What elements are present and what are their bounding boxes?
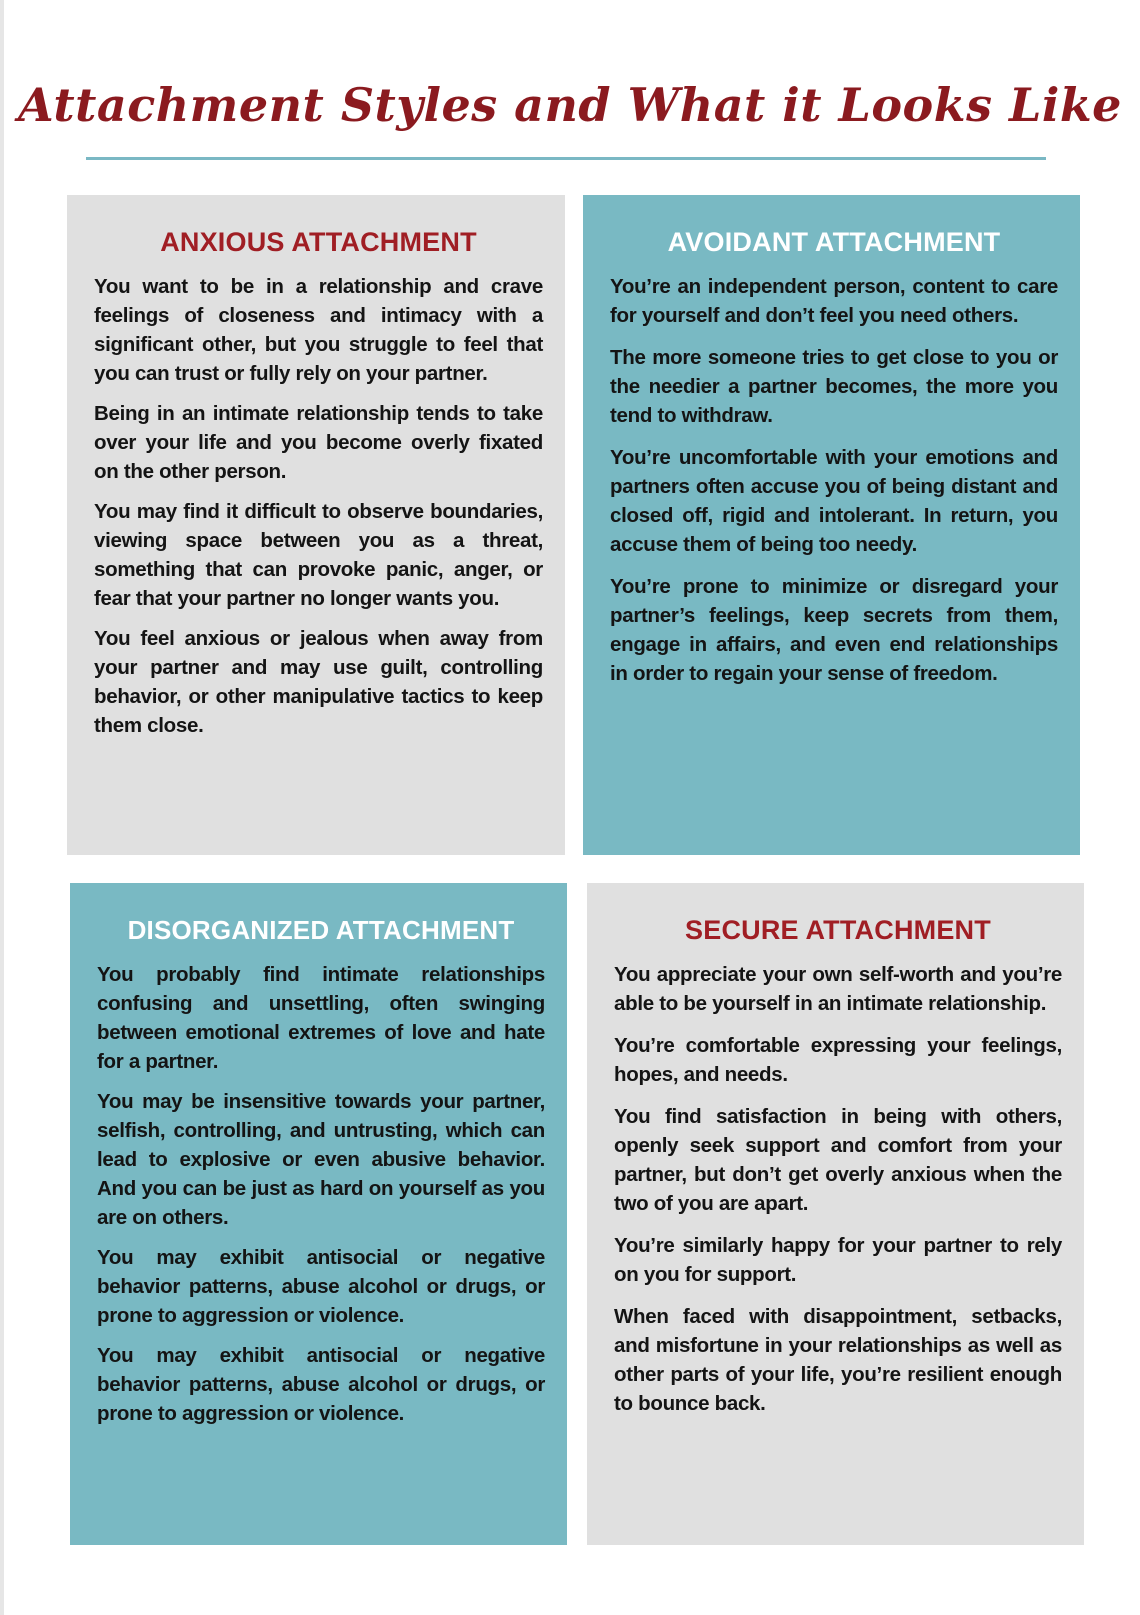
card-paragraph: When faced with disappointment, setbacks, and misfortune in your relationships as well as other parts of your life, you’re resilient enough to bounce back.	[614, 1305, 1062, 1415]
card-paragraph: You’re prone to minimize or disregard your partner’s feelings, keep secrets from them, engage in affairs, and even end relationships in order to regain your sense of freedom.	[610, 575, 1058, 685]
secure-attachment-card	[587, 883, 1084, 1545]
card-paragraph: The more someone tries to get close to you or the needier a partner becomes, the more you tend to withdraw.	[610, 346, 1058, 427]
card-paragraph: You may exhibit antisocial or negative behavior patterns, abuse alcohol or drugs, or prone to aggression or violence.	[97, 1246, 545, 1327]
card-paragraph: You find satisfaction in being with others, openly seek support and comfort from your partner, but don’t get overly anxious when the two of you are apart.	[614, 1105, 1062, 1215]
avoidant-attachment-card	[583, 195, 1080, 855]
card-paragraph: You may exhibit antisocial or negative behavior patterns, abuse alcohol or drugs, or prone to aggression or violence.	[97, 1344, 545, 1425]
card-paragraph: You appreciate your own self-worth and you’re able to be yourself in an intimate relationship.	[614, 963, 1062, 1015]
card-heading: SECURE ATTACHMENT	[685, 915, 991, 945]
title-divider	[86, 157, 1046, 160]
card-paragraph: You want to be in a relationship and crave feelings of closeness and intimacy with a significant other, but you struggle to feel that you can trust or fully rely on your partner.	[94, 275, 543, 385]
card-heading: ANXIOUS ATTACHMENT	[160, 227, 477, 257]
anxious-attachment-card	[67, 195, 565, 855]
card-paragraph: You may find it difficult to observe boundaries, viewing space between you as a threat, something that can provoke panic, anger, or fear that your partner no longer wants you.	[94, 500, 543, 610]
card-heading: DISORGANIZED ATTACHMENT	[127, 915, 515, 945]
card-paragraph: You’re similarly happy for your partner to rely on you for support.	[614, 1234, 1062, 1286]
card-paragraph: Being in an intimate relationship tends to take over your life and you become overly fixated on the other person.	[94, 402, 543, 483]
card-paragraph: You probably find intimate relationships confusing and unsettling, often swinging between emotional extremes of love and hate for a partner.	[97, 963, 545, 1073]
card-heading: AVOIDANT ATTACHMENT	[667, 227, 1001, 257]
card-paragraph: You may be insensitive towards your partner, selfish, controlling, and untrusting, which can lead to explosive or even abusive behavior. And you can be just as hard on yourself as you are on others.	[97, 1090, 545, 1229]
page-title: Attachment Styles and What it Looks Like	[18, 78, 1122, 132]
card-paragraph: You’re comfortable expressing your feelings, hopes, and needs.	[614, 1034, 1062, 1086]
card-paragraph: You feel anxious or jealous when away from your partner and may use guilt, controlling behavior, or other manipulative tactics to keep them close.	[94, 627, 543, 737]
card-paragraph: You’re uncomfortable with your emotions and partners often accuse you of being distant and closed off, rigid and intolerant. In return, you accuse them of being too needy.	[610, 446, 1058, 556]
disorganized-attachment-card	[70, 883, 567, 1545]
card-paragraph: You’re an independent person, content to care for yourself and don’t feel you need others.	[610, 275, 1058, 327]
page-edge	[0, 0, 4, 1615]
